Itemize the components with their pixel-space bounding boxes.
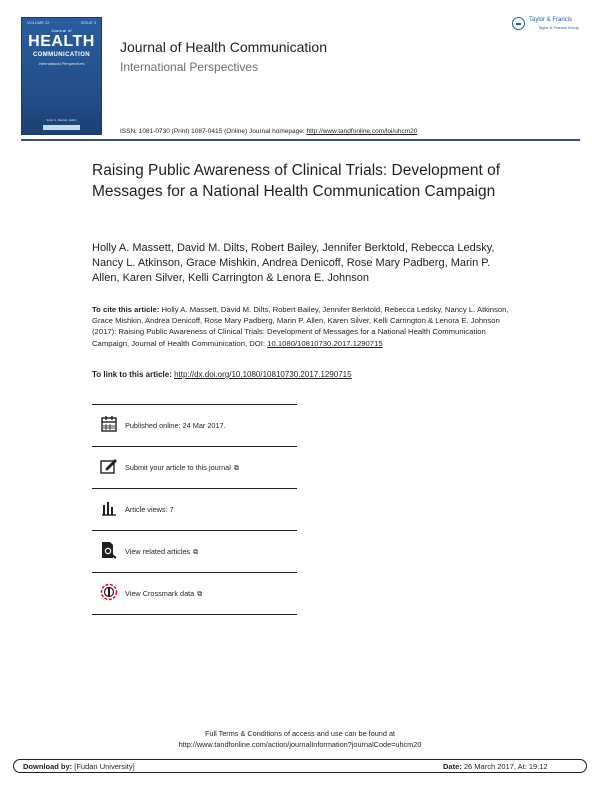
doi-link[interactable]: 10.1080/10810730.2017.1290715	[267, 338, 383, 348]
cover-publisher-box	[43, 125, 80, 130]
submit-article-link[interactable]	[125, 463, 239, 473]
article-link-label: To link to this article:	[92, 370, 175, 379]
cover-issue: ISSUE 3	[80, 20, 96, 25]
citation-text: Holly A. Massett, David M. Dilts, Robert Bailey, Jennifer Berktold, Rebecca Ledsky, Nancy L. Atkinson, Grace Mishkin, Andrea Denicoff, Rose Mary Padberg, Marin P. Allen, Karen Silver, Kelli Carrington & Lenora E. Johnson (2017): Raising Public Awareness of Clinical Trials: Development of Messages for a National Health Communication Campaign, Journal of Health Communication, DOI:	[92, 305, 509, 348]
crossmark-icon	[100, 583, 118, 601]
cover-title-sub: COMMUNICATION	[32, 52, 91, 58]
publisher-group: Taylor & Francis Group	[538, 25, 579, 30]
crossmark-label: View Crossmark data	[125, 589, 195, 598]
edit-icon	[100, 457, 118, 475]
download-date	[443, 762, 548, 771]
submit-article-label: Submit your article to this journal	[125, 463, 231, 472]
cover-editor: Scott C. Ratzan, Editor	[46, 118, 77, 122]
external-link-icon: ⧉	[197, 591, 203, 598]
terms-line: Full Terms & Conditions of access and use can be found at	[204, 729, 396, 738]
taylor-francis-logo-icon	[512, 17, 525, 30]
citation	[92, 304, 517, 349]
header-divider	[21, 139, 580, 141]
cover-journal-word: Journal of	[51, 28, 72, 33]
search-document-icon	[100, 541, 118, 559]
downloaded-by-value: [Fudan University]	[72, 762, 135, 771]
related-articles-row[interactable]	[92, 530, 297, 572]
terms-footer	[0, 728, 600, 750]
calendar-icon	[100, 415, 118, 433]
published-online-text: Published online: 24 Mar 2017.	[125, 421, 226, 430]
issn-text: ISSN: 1081-0730 (Print) 1087-0415 (Online) Journal homepage:	[120, 128, 307, 135]
external-link-icon: ⧉	[193, 549, 199, 556]
download-info-bar	[13, 759, 587, 773]
journal-homepage-link[interactable]: http://www.tandfonline.com/loi/uhcm20	[306, 128, 418, 135]
submit-article-row[interactable]	[92, 446, 297, 488]
article-authors: Holly A. Massett, David M. Dilts, Robert Bailey, Jennifer Berktold, Rebecca Ledsky, Nancy L. Atkinson, Grace Mishkin, Andrea Denicoff, Rose Mary Padberg, Marin P. Allen, Karen Silver, Kelli Carrington & Lenora E. Johnson	[92, 242, 495, 284]
article-views-text: Article views: 7	[125, 505, 174, 514]
bar-chart-icon	[100, 499, 118, 517]
related-articles-link[interactable]	[125, 547, 198, 557]
article-views-row	[92, 488, 297, 530]
cover-volume: VOLUME 22	[27, 20, 50, 25]
cover-title-main: HEALTH	[28, 33, 95, 50]
crossmark-link[interactable]	[125, 589, 202, 599]
published-online-row	[92, 404, 297, 446]
download-date-label: Date:	[443, 762, 462, 771]
journal-title: Journal of Health Communication	[120, 39, 327, 55]
citation-label: To cite this article:	[92, 305, 162, 314]
article-title: Raising Public Awareness of Clinical Trials: Development of Messages for a National Health Communication Campaign	[92, 162, 501, 200]
downloaded-by-label: Download by:	[23, 762, 73, 771]
terms-url[interactable]: http://www.tandfonline.com/action/journalInformation?journalCode=uhcm20	[178, 740, 422, 749]
journal-cover-image	[21, 17, 102, 135]
publisher-name: Taylor & Francis	[529, 17, 573, 23]
journal-subtitle: International Perspectives	[120, 60, 259, 74]
crossmark-row[interactable]	[92, 572, 297, 615]
download-date-value: 26 March 2017, At: 19:12	[461, 762, 548, 771]
publisher-logo[interactable]	[512, 17, 582, 35]
cover-issue-line	[27, 20, 96, 25]
downloaded-by	[23, 762, 135, 771]
issn-line	[120, 128, 417, 135]
article-doi-url[interactable]: http://dx.doi.org/10.1080/10810730.2017.1290715	[174, 370, 352, 379]
external-link-icon: ⧉	[233, 465, 239, 472]
cover-subtitle: International Perspectives	[38, 61, 85, 66]
article-info-box	[92, 404, 297, 615]
article-link-line	[92, 370, 352, 379]
related-articles-label: View related articles	[125, 547, 191, 556]
